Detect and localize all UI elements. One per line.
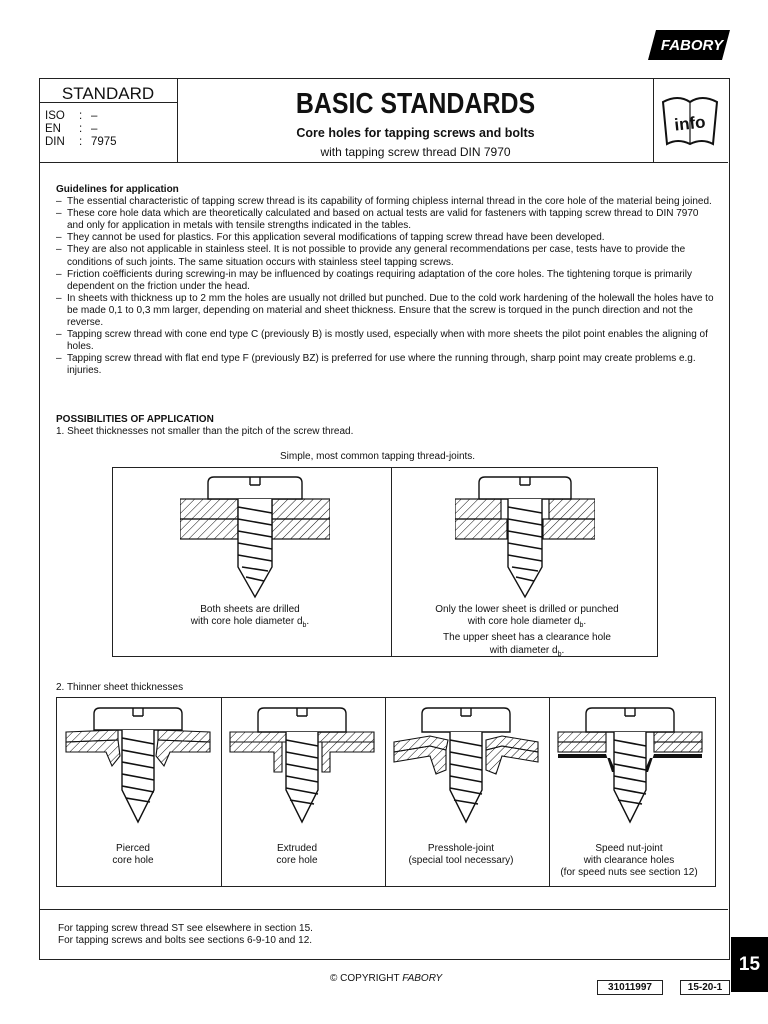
fabory-logo	[648, 28, 730, 62]
header-split-right	[653, 79, 654, 162]
drawing-speed-nut	[554, 700, 706, 830]
notes-divider	[40, 909, 728, 910]
info-book-icon	[658, 92, 722, 150]
list-item: – Tapping screw thread with cone end type C (previously B) is mostly used, especially when with more sheets the pilot point enables the aligning of holes.	[56, 329, 716, 353]
figure-caption-presshole: Presshole-joint (special tool necessary)	[408, 843, 514, 867]
figure-divider	[391, 468, 392, 656]
page-title: BASIC STANDARDS	[295, 88, 536, 120]
list-item: – The essential characteristic of tapping screw thread is its capability of forming chipless internal thread in the core hole of the material being joined.	[56, 196, 716, 208]
drawing-lower-drilled	[455, 471, 595, 601]
figure-caption-lower-drilled: Only the lower sheet is drilled or punched with core hole diameter $d_b$. The upper sheet has a clearance hole with diameter $d_b$.	[435, 604, 619, 658]
footer-notes	[58, 923, 313, 947]
standard-row-en: EN : –	[45, 123, 98, 135]
document-code: 31011997	[597, 980, 663, 995]
drawing-extruded	[226, 700, 378, 830]
possibilities-item-1: 1. Sheet thicknesses not smaller than the pitch of the screw thread.	[56, 426, 354, 438]
copyright: © COPYRIGHT FABORY	[330, 973, 443, 984]
page-subtitle-secondary: with tapping screw thread DIN 7970	[320, 145, 511, 159]
page-subtitle: Core holes for tapping screws and bolts	[296, 126, 535, 140]
guidelines-list	[56, 196, 716, 377]
svg-text:FABORY: FABORY	[660, 37, 724, 54]
svg-text:info: info	[673, 112, 707, 135]
page-number: 15-20-1	[680, 980, 730, 995]
drawing-both-drilled	[180, 471, 330, 601]
standard-title: STANDARD	[61, 84, 155, 103]
list-item: – Friction coëfficients during screwing-in may be influenced by coatings requiring adaptation of the core holes. The tightening torque is primarily dependent on the friction under the head.	[56, 269, 716, 293]
list-item: – They cannot be used for plastics. For this application several modifications of tapping screw thread have been developed.	[56, 232, 716, 244]
note-line: For tapping screws and bolts see sections 6-9-10 and 12.	[58, 935, 313, 947]
standard-row-din: DIN : 7975	[45, 136, 117, 148]
header-divider	[40, 162, 728, 163]
possibilities-section	[56, 414, 353, 438]
standard-table	[45, 110, 117, 149]
simple-joints-caption: Simple, most common tapping thread-joints.	[280, 451, 476, 462]
standard-row-iso: ISO : –	[45, 110, 98, 122]
possibilities-heading: POSSIBILITIES OF APPLICATION	[56, 414, 214, 425]
figure-caption-both-drilled: Both sheets are drilled with core hole diameter $d_b$.	[190, 604, 310, 630]
figure-caption-extruded: Extruded core hole	[276, 843, 318, 867]
note-line: For tapping screw thread ST see elsewhere in section 15.	[58, 923, 313, 934]
guidelines-heading: Guidelines for application	[56, 184, 179, 195]
figure-caption-speed-nut: Speed nut-joint with clearance holes (for speed nuts see section 12)	[560, 843, 698, 879]
list-item: – They are also not applicable in stainless steel. It is not possible to provide any general recommendations per case, tests have to provide the conditions of such joints. The same situation occurs with stainless steel tapping screws.	[56, 244, 716, 268]
figure-caption-pierced: Pierced core hole	[112, 843, 154, 867]
possibilities-item-2: 2. Thinner sheet thicknesses	[56, 682, 184, 693]
guidelines-section	[56, 184, 716, 378]
drawing-pierced	[62, 700, 214, 830]
list-item: – In sheets with thickness up to 2 mm the holes are usually not drilled but punched. Due to the cold work hardening of the holewall the holes have to be made 0,1 to 0,3 mm larger, depending on material and sheet thickness. Ensure that the screw is torqued in the punch direction and not the reverse.	[56, 293, 716, 329]
section-tab: 15	[731, 937, 768, 992]
list-item: – Tapping screw thread with flat end type F (previously BZ) is preferred for use where the running through, sharp point may create problems e.g. injuries.	[56, 353, 716, 377]
drawing-presshole	[390, 700, 542, 830]
list-item: – These core hole data which are theoretically calculated and based on actual tests are valid for fasteners with tapping screw thread to DIN 7970 and only for application in metals with tensile strengths indicated in the tables.	[56, 208, 716, 232]
